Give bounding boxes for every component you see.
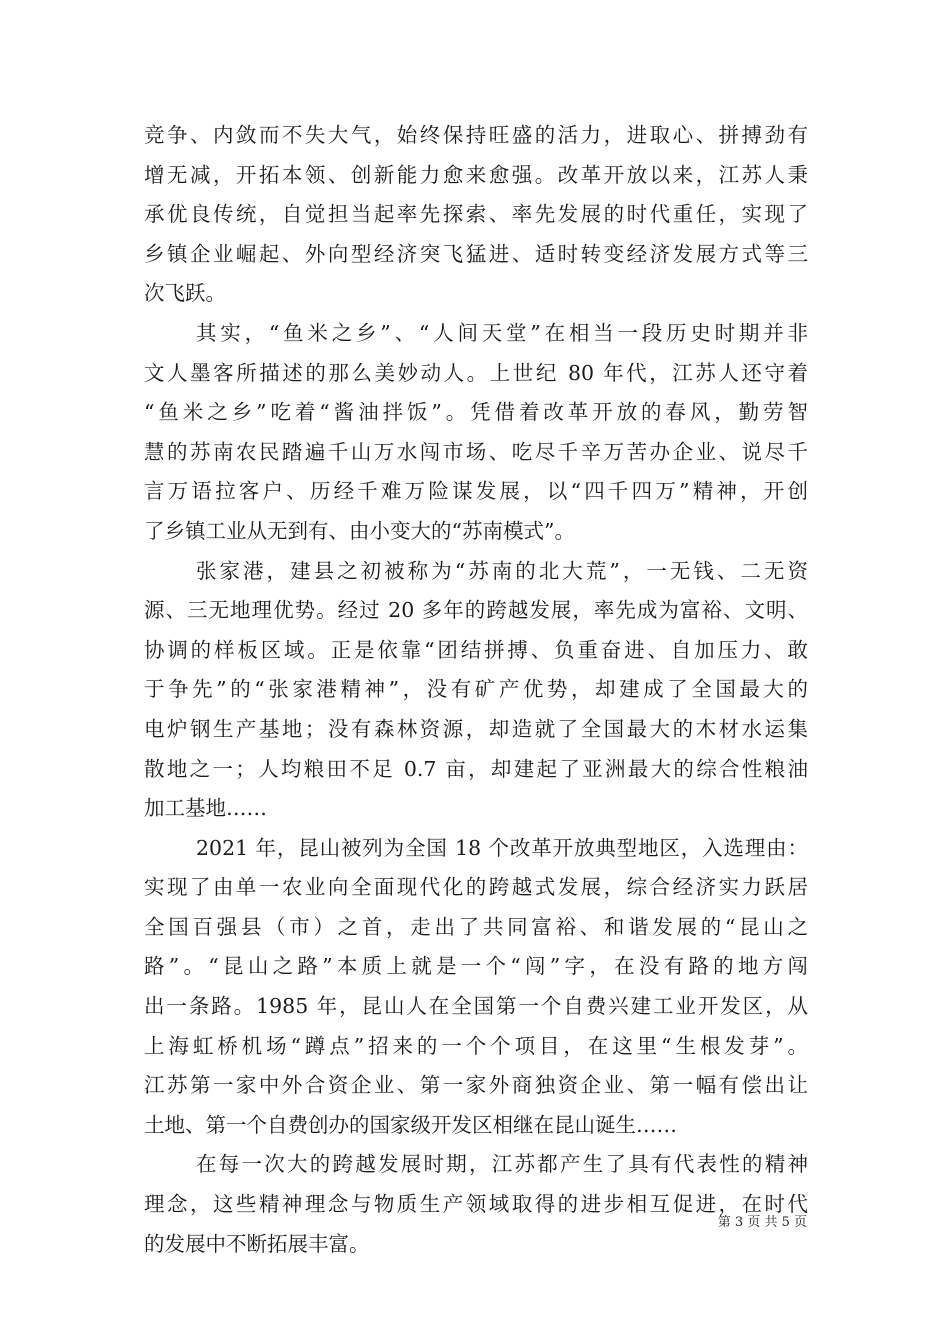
text-line: 出一条路。1985 年，昆山人在全国第一个自费兴建工业开发区，从: [144, 994, 808, 1019]
text-line: 言万语拉客户、历经千难万险谋发展，以“四千四万”精神，开创: [144, 479, 808, 504]
text-line: “鱼米之乡”吃着“酱油拌饭”。凭借着改革开放的春风，勤劳智: [144, 400, 808, 425]
text-line: 慧的苏南农民踏遍千山万水闯市场、吃尽千辛万苦办企业、说尽千: [144, 439, 808, 464]
text-line: 增无减，开拓本领、创新能力愈来愈强。改革开放以来，江苏人秉: [144, 162, 808, 187]
text-line: 加工基地……: [144, 796, 267, 821]
text-line: 了乡镇工业从无到有、由小变大的“苏南模式”。: [144, 518, 575, 543]
text-line: 次飞跃。: [144, 281, 226, 306]
text-line: 的发展中不断拓展丰富。: [144, 1231, 370, 1256]
text-line: 在每一次大的跨越发展时期，江苏都产生了具有代表性的精神: [196, 1152, 808, 1177]
text-line: 上海虹桥机场“蹲点”招来的一个个项目，在这里“生根发芽”。: [144, 1033, 808, 1058]
body-text: [144, 116, 808, 1264]
text-line: 于争先”的“张家港精神”，没有矿产优势，却建成了全国最大的: [144, 677, 808, 702]
text-line: 路”。“昆山之路”本质上就是一个“闯”字，在没有路的地方闯: [144, 954, 808, 979]
text-line: 电炉钢生产基地；没有森林资源，却造就了全国最大的木材水运集: [144, 716, 808, 741]
text-line: 张家港，建县之初被称为“苏南的北大荒”，一无钱、二无资: [196, 558, 808, 583]
page-number: 第 3 页 共 5 页: [717, 1215, 807, 1230]
text-line: 竞争、内敛而不失大气，始终保持旺盛的活力，进取心、拼搏劲有: [144, 123, 808, 147]
text-line: 土地、第一个自费创办的国家级开发区相继在昆山诞生……: [144, 1112, 677, 1137]
text-line: 理念，这些精神理念与物质生产领域取得的进步相互促进，在时代: [144, 1192, 808, 1217]
text-line: 源、三无地理优势。经过 20 多年的跨越发展，率先成为富裕、文明、: [144, 598, 808, 623]
text-line: 全国百强县（市）之首，走出了共同富裕、和谐发展的“昆山之: [144, 914, 808, 939]
text-line: 协调的样板区域。正是依靠“团结拼搏、负重奋进、自加压力、敢: [144, 637, 808, 662]
text-line: 散地之一；人均粮田不足 0.7 亩，却建起了亚洲最大的综合性粮油: [144, 756, 808, 781]
text-line: 其实，“鱼米之乡”、“人间天堂”在相当一段历史时期并非: [196, 320, 808, 345]
text-line: 承优良传统，自觉担当起率先探索、率先发展的时代重任，实现了: [144, 202, 808, 227]
text-line: 实现了由单一农业向全面现代化的跨越式发展，综合经济实力跃居: [144, 875, 808, 900]
text-line: 2021 年，昆山被列为全国 18 个改革开放典型地区，入选理由：: [196, 835, 808, 860]
text-line: 江苏第一家中外合资企业、第一家外商独资企业、第一幅有偿出让: [144, 1073, 808, 1098]
text-line: 乡镇企业崛起、外向型经济突飞猛进、适时转变经济发展方式等三: [144, 241, 808, 266]
text-line: 文人墨客所描述的那么美妙动人。上世纪 80 年代，江苏人还守着: [144, 360, 808, 385]
